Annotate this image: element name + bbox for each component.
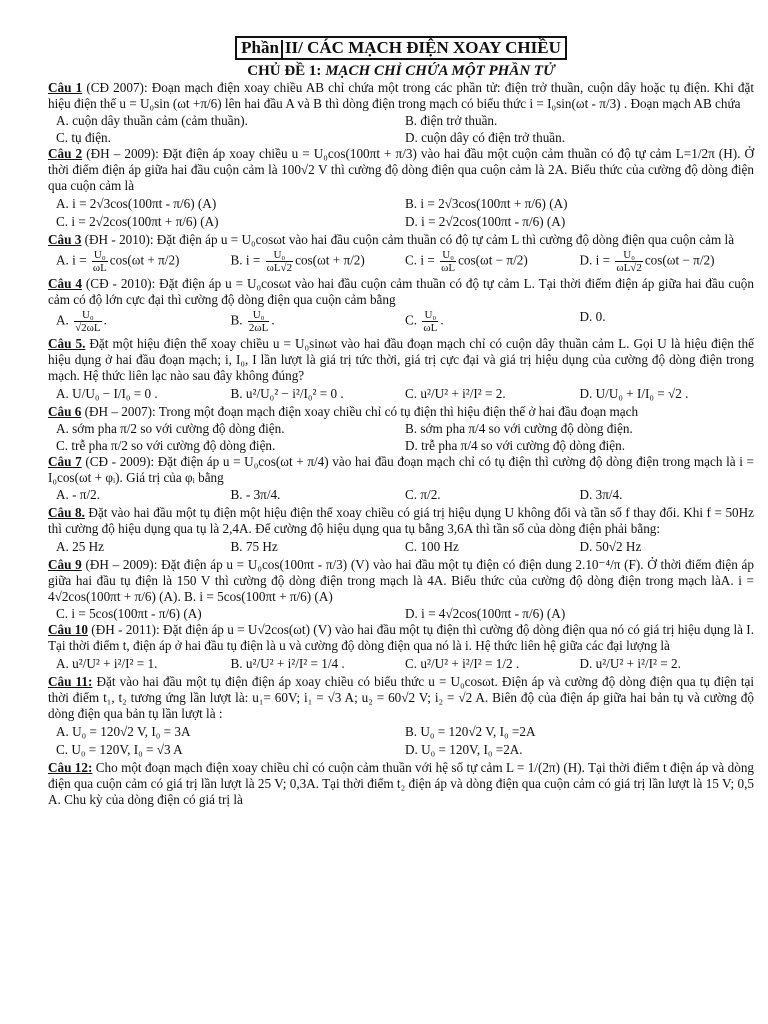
option-letter: D. [579, 252, 593, 268]
fraction [248, 309, 269, 334]
option-a[interactable]: A. $\frac{\text{U₀}}{√2\omega L}$ . [56, 309, 107, 335]
question-10 [48, 622, 754, 654]
numerator: U₀ [248, 309, 269, 322]
fraction [74, 309, 102, 334]
option-a[interactable] [56, 656, 231, 672]
options-row [48, 724, 754, 740]
section-title: II/ CÁC MẠCH ĐIỆN XOAY CHIỀU [284, 38, 561, 57]
option-c[interactable]: C. 100 Hz [405, 539, 459, 555]
option-letter: B. [230, 386, 243, 402]
option-d[interactable]: D. 0. [579, 309, 606, 325]
option-letter: C. [405, 312, 418, 328]
denominator: 2ωL [248, 322, 269, 335]
option-d[interactable]: D. U₀ = 120V, I₀ =2A. [405, 742, 523, 758]
question-text: Đặt vào hai đầu một tụ điện một hiệu điện thế xoay chiều có giá trị hiệu dụng U không đổi và tần số f thay đổi. Khi f = 50Hz thì cường độ hiệu dụng qua tụ là 2,4A. Để cường độ hiệu dụng qua tụ bằng 3,6A thì tần số của dòng điện phải bằng: [48, 505, 755, 537]
section-title-box [235, 36, 567, 60]
formula: u²/U² + i²/I² = 1. [72, 656, 158, 672]
option-c[interactable]: C. i = 2√2cos(100πt + π/6) (A) [56, 214, 219, 230]
fraction [422, 309, 438, 334]
question-text: (ĐH - 2011): Đặt điện áp u = U√2cos(ωt) (V) vào hai đầu một tụ điện thì cường độ dòng điện qua nó có giá trị hiệu dụng là I. Tại thời điểm t, điện áp ở hai đầu tụ điện là u và cường độ dòng điện qua nó là i. Hệ thức liên hệ giữa các đại lượng là [48, 622, 754, 654]
question-5 [48, 336, 754, 384]
option-letter: C. [405, 656, 418, 672]
fraction [266, 249, 294, 274]
option-d[interactable] [580, 656, 755, 672]
question-text: (CĐ - 2009): Đặt điện áp u = U₀cos(ωt + π/4) vào hai đầu đoạn mạch chỉ có tụ điện thì cường độ dòng điện trong mạch là i = I₀cos(ωt + φᵢ). Giá trị của φᵢ bằng [48, 454, 754, 486]
option-letter: C. [405, 252, 418, 268]
option-b[interactable]: B. - 3π/4. [230, 487, 281, 503]
question-text: Cho một đoạn mạch điện xoay chiều chỉ có cuộn cảm thuần với hệ số tự cảm L = 1/(2π) (H). Tại thời điểm t điện áp và dòng điện qua cuộn cảm có giá trị lần lượt là 25 V; 0,3A. Tại thời điểm t₂ điện áp và dòng điện qua cuộn cảm có giá trị lần lượt là 15 V; 0,5 A. Chu kỳ của dòng điện có giá trị là [48, 760, 755, 808]
numerator: U₀ [74, 309, 102, 322]
option-letter: B. [230, 312, 243, 328]
formula: u²/U₀² − i²/I₀² = 0 . [245, 386, 344, 402]
topic-label: CHỦ ĐỀ 1: [247, 63, 326, 80]
question-number: Câu 1 [48, 80, 83, 96]
question-number: Câu 3 [48, 232, 82, 248]
options-row [48, 249, 754, 274]
option-letter: C. [405, 386, 418, 402]
fraction [92, 249, 108, 274]
option-d[interactable]: D. cuộn dây có điện trở thuần. [405, 130, 566, 146]
option-letter: B. [230, 656, 243, 672]
denominator: ωL [441, 262, 456, 275]
option-d[interactable]: D. 50√2 Hz [579, 539, 642, 555]
question-text: Đặt vào hai đầu một tụ điện điện áp xoay chiều có biểu thức u = U₀cosωt. Điện áp và cường độ dòng điện qua tụ điện tại thời điểm t₁, t₂ tương ứng lần lượt là: u₁= 60V; i₁ = √3 A; u₂ = 60√2 V; i₂ = √2 A. Biên độ của điện áp giữa hai bản tụ và cường độ dòng điện qua bản tụ lần lượt là : [48, 674, 754, 722]
option-b[interactable]: B. U₀ = 120√2 V, I₀ =2A [405, 724, 536, 740]
question-7 [48, 454, 754, 486]
option-letter: D. [579, 386, 593, 402]
option-c[interactable]: C. tụ điện. [56, 130, 111, 146]
question-number: Câu 7 [48, 454, 82, 470]
option-c[interactable] [405, 386, 580, 402]
option-a[interactable] [56, 386, 231, 402]
section-header [48, 36, 754, 60]
topic-heading [48, 62, 754, 80]
option-letter: D. [579, 656, 593, 672]
option-a[interactable]: A. i = $\frac{\text{U₀}}{\omega L}$ cos(ωt + π/2) [56, 249, 180, 275]
question-text: (ĐH - 2010): Đặt điện áp u = U₀cosωt vào hai đầu cuộn cảm thuần có độ tự cảm L thì cường độ dòng điện qua cuộn cảm là [81, 232, 735, 248]
option-b[interactable]: B. i = 2√3cos(100πt + π/6) (A) [405, 196, 568, 212]
option-d[interactable]: D. i = 2√2cos(100πt - π/6) (A) [405, 214, 566, 230]
option-c[interactable]: C. U₀ = 120V, I₀ = √3 A [56, 742, 183, 758]
question-text: (ĐH – 2007): Trong một đoạn mạch điện xoay chiều chỉ có tụ điện thì hiệu điện thế ở hai đầu đoạn mạch [81, 404, 639, 420]
options-row [48, 656, 754, 672]
option-c[interactable]: C. trễ pha π/2 so với cường độ dòng điện. [56, 438, 276, 454]
option-a[interactable]: A. cuộn dây thuần cảm (cảm thuần). [56, 113, 248, 129]
formula: u²/U² + i²/I² = 1/4 . [245, 656, 345, 672]
question-6 [48, 404, 754, 420]
formula: U/U₀ − I/I₀ = 0 . [72, 386, 158, 402]
numerator: U₀ [422, 309, 438, 322]
option-d[interactable]: D. i = $\frac{\text{U₀}}{\omega L√2}$ cos(ωt − π/2) [579, 249, 715, 275]
denominator: √2ωL [75, 322, 101, 335]
question-1 [48, 80, 754, 112]
options-row [48, 130, 754, 146]
formula: u²/U² + i²/I² = 2. [420, 386, 506, 402]
title-divider [281, 40, 283, 58]
question-3 [48, 232, 754, 248]
denominator: ωL [92, 262, 107, 275]
denominator: ωL√2 [266, 262, 293, 275]
fraction [440, 249, 456, 274]
formula-tail: cos(ωt + π/2) [295, 252, 365, 268]
options-row [48, 539, 754, 555]
question-text: (CĐ - 2010): Đặt điện áp u = U₀cosωt vào hai đầu cuộn cảm thuần có độ tự cảm L. Tại thời điểm điện áp giữa hai đầu cuộn cảm có độ lớn cực đại thì cường độ dòng điện qua cuộn cảm bằng [48, 276, 754, 308]
formula: U/U₀ + I/I₀ = √2 . [595, 386, 689, 402]
question-11 [48, 674, 754, 722]
option-b[interactable]: B. i = $\frac{\text{U₀}}{\omega L√2}$ cos(ωt + π/2) [230, 249, 365, 275]
option-c[interactable]: C. π/2. [405, 487, 441, 503]
option-b[interactable]: B. điện trở thuần. [405, 113, 498, 129]
question-2 [48, 146, 754, 194]
denominator: ωL [423, 322, 438, 335]
option-letter: A. [56, 386, 69, 402]
option-b[interactable]: B. 75 Hz [230, 539, 278, 555]
question-8 [48, 505, 754, 537]
numerator: U₀ [615, 249, 643, 262]
option-d[interactable]: D. 3π/4. [579, 487, 623, 503]
options-row [48, 421, 754, 437]
question-number: Câu 4 [48, 276, 82, 292]
option-a[interactable]: A. sớm pha π/2 so với cường độ dòng điện. [56, 421, 285, 437]
question-number: Câu 6 [48, 404, 82, 420]
option-c[interactable] [405, 656, 580, 672]
options-row [48, 742, 754, 758]
question-number: Câu 11: [48, 674, 93, 690]
question-text: (ĐH – 2009): Đặt điện áp xoay chiều u = U₀cos(100πt + π/3) vào hai đầu một cuộn cảm thuần có độ tự cảm L=1/2π (H). Ở thời điểm điện áp giữa hai đầu cuộn cảm là 100√2 V thì cường độ dòng điện qua cuộn cảm là 2A. Biểu thức của cường độ dòng điện qua cuộn cảm là [48, 146, 755, 194]
option-b[interactable]: B. sớm pha π/4 so với cường độ dòng điện. [405, 421, 633, 437]
options-row [48, 196, 754, 212]
option-d[interactable]: D. trễ pha π/4 so với cường độ dòng điện. [405, 438, 626, 454]
question-number: Câu 10 [48, 622, 88, 638]
option-a[interactable]: A. i = 2√3cos(100πt - π/6) (A) [56, 196, 217, 212]
formula-tail: cos(ωt − π/2) [458, 252, 528, 268]
formula: u²/U² + i²/I² = 2. [595, 656, 681, 672]
option-a[interactable]: A. U₀ = 120√2 V, I₀ = 3A [56, 724, 191, 740]
question-number: Câu 2 [48, 146, 83, 162]
options-row [48, 386, 754, 402]
numerator: U₀ [440, 249, 456, 262]
numerator: U₀ [266, 249, 294, 262]
option-c[interactable]: C. i = $\frac{\text{U₀}}{\omega L}$ cos(ωt − π/2) [405, 249, 528, 275]
options-row [48, 113, 754, 129]
options-row [48, 487, 754, 503]
formula: u²/U² + i²/I² = 1/2 . [420, 656, 520, 672]
question-number: Câu 5. [48, 336, 86, 352]
option-d[interactable]: D. i = 4√2cos(100πt - π/6) (A) [405, 606, 566, 622]
option-c[interactable]: C. $\frac{\text{U₀}}{\omega L}$ . [405, 309, 444, 335]
question-text: Đặt một hiệu điện thế xoay chiều u = U₀sinωt vào hai đầu đoạn mạch chỉ có cuộn dây thuần cảm L. Gọi U là hiệu điện thế hiệu dụng ở hai đầu đoạn mạch; i, I₀, I lần lượt là giá trị tức thời, giá trị cực đại và giá trị hiệu dụng của cường độ dòng điện trong mạch. Hệ thức liên lạc nào sau đây không đúng? [48, 336, 754, 384]
option-b[interactable] [231, 656, 406, 672]
options-row [48, 309, 754, 334]
option-letter: B. [230, 252, 243, 268]
option-letter: A. [56, 252, 69, 268]
denominator: ωL√2 [616, 262, 642, 275]
question-12 [48, 760, 754, 808]
fraction [615, 249, 643, 274]
section-part-label: Phần [241, 38, 279, 57]
question-number: Câu 9 [48, 557, 82, 573]
option-b[interactable]: B. $\frac{\text{U₀}}{2\omega L}$ . [230, 309, 275, 335]
options-row [48, 214, 754, 230]
options-row [48, 606, 754, 622]
question-number: Câu 8. [48, 505, 85, 521]
option-a[interactable]: A. - π/2. [56, 487, 101, 503]
option-letter: A. [56, 656, 69, 672]
question-text: (CĐ 2007): Đoạn mạch điện xoay chiều AB chỉ chứa một trong các phần tử: điện trở thuần, cuộn dây hoặc tụ điện. Khi đặt hiệu điện thế u = U₀sin (ωt +π/6) lên hai đầu A và B thì dòng điện trong mạch có biểu thức i = I₀sin(ωt - π/3) . Đoạn mạch AB chứa [48, 80, 754, 112]
question-9 [48, 557, 754, 605]
options-row [48, 438, 754, 454]
formula-tail: cos(ωt − π/2) [644, 252, 715, 268]
question-text: (ĐH – 2009): Đặt điện áp u = U₀cos(100πt - π/3) (V) vào hai đầu một tụ điện có điện dung 2.10⁻⁴/π (F). Ở thời điểm điện áp giữa hai đầu tụ điện là 150 V thì cường độ dòng điện trong mạch là 4A. Biểu thức của cường độ dòng điện trong mạch làA. i = 4√2cos(100πt + π/6) (A). B. i = 5cos(100πt + π/6) (A) [48, 557, 754, 605]
option-d[interactable] [580, 386, 755, 402]
option-b[interactable] [231, 386, 406, 402]
formula-tail: cos(ωt + π/2) [109, 252, 180, 268]
question-4 [48, 276, 754, 308]
option-a[interactable]: A. 25 Hz [56, 539, 104, 555]
topic-title: MẠCH CHỈ CHỨA MỘT PHẦN TỬ [325, 63, 555, 80]
option-letter: A. [56, 312, 69, 328]
numerator: U₀ [92, 249, 108, 262]
option-c[interactable]: C. i = 5cos(100πt - π/6) (A) [56, 606, 202, 622]
question-number: Câu 12: [48, 760, 93, 776]
